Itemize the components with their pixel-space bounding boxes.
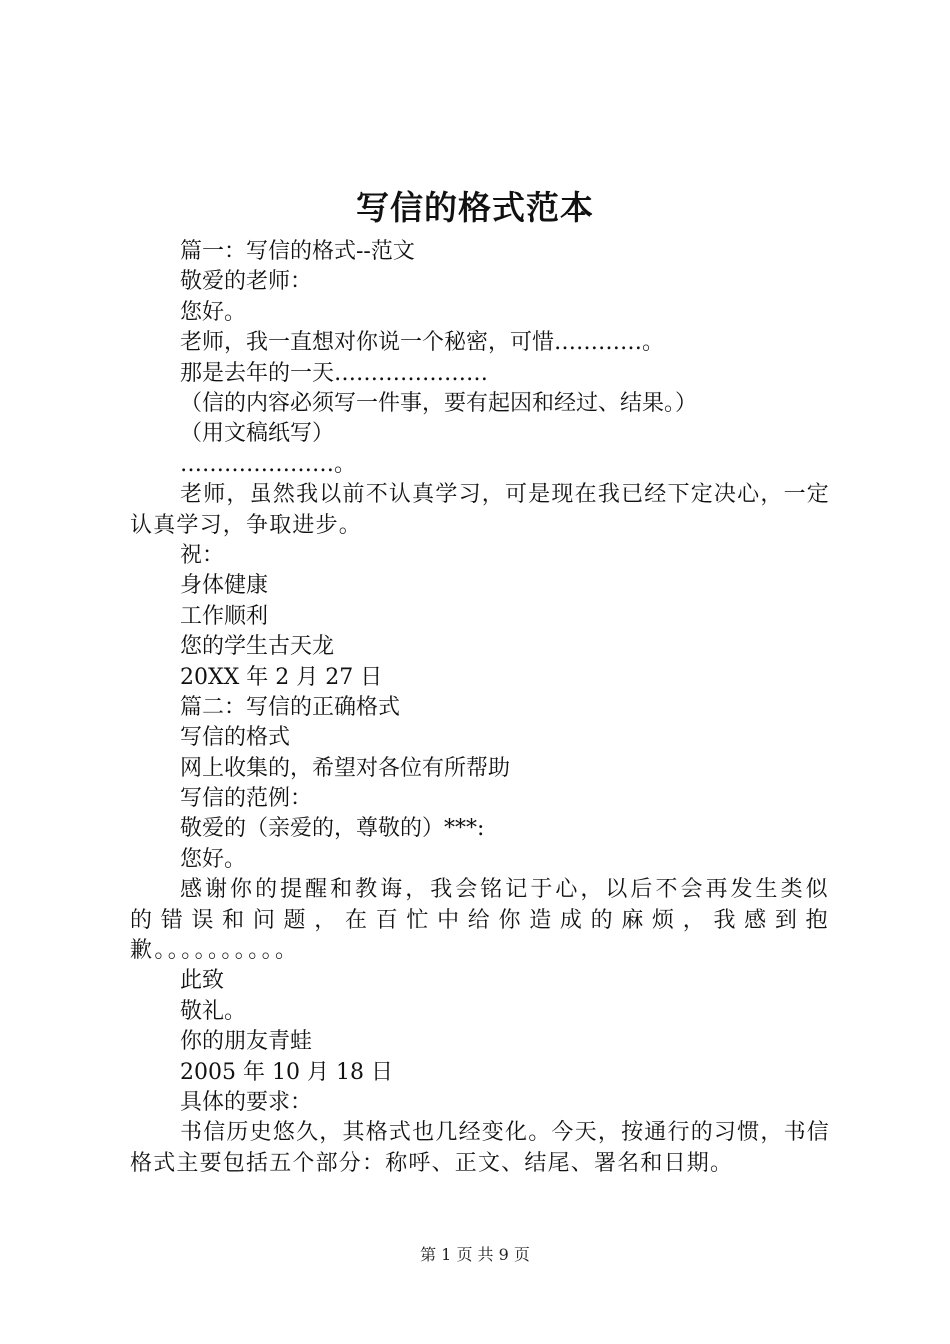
paragraph: 感谢你的提醒和教诲，我会铭记于心，以后不会再发生类似的错误和问题，在百忙中给你造成的麻烦，我感到抱歉。。。。。。。。。。 (130, 877, 830, 964)
text-line: 写信的范例： (180, 786, 313, 812)
text-line: 敬爱的老师： (180, 269, 313, 295)
document-body (130, 237, 830, 1179)
paragraph: 老师，虽然我以前不认真学习，可是现在我已经下定决心，一定认真学习，争取进步。 (130, 482, 830, 538)
page-footer: 第 1 页 共 9 页 (420, 1245, 530, 1264)
document-title: 写信的格式范本 (356, 188, 594, 227)
text-line: 具体的要求： (180, 1090, 313, 1116)
text-line: 祝： (180, 542, 225, 568)
text-line: 敬礼。 (180, 998, 247, 1024)
text-line: …………………。 (180, 451, 357, 477)
text-line: 篇一：写信的格式--范文 (180, 239, 415, 264)
text-line: 工作顺利 (180, 603, 269, 629)
text-line: 你的朋友青蛙 (180, 1029, 313, 1055)
text-line: （信的内容必须写一件事，要有起因和经过、结果。） (180, 390, 698, 416)
text-line: 您的学生古天龙 (180, 634, 335, 660)
text-line: 20XX 年 2 月 27 日 (180, 664, 383, 690)
text-line: 2005 年 10 月 18 日 (180, 1059, 393, 1085)
text-line: 网上收集的，希望对各位有所帮助 (180, 755, 511, 781)
text-line: 那是去年的一天………………… (180, 360, 489, 386)
text-line: 写信的格式 (180, 725, 291, 751)
text-line: （用文稿纸写） (180, 421, 335, 447)
text-line: 此致 (180, 968, 225, 994)
text-line: 老师，我一直想对你说一个秘密，可惜…………。 (180, 330, 665, 356)
paragraph: 书信历史悠久，其格式也几经变化。今天，按通行的习惯，书信格式主要包括五个部分：称呼、正文、结尾、署名和日期。 (130, 1120, 830, 1176)
text-line: 敬爱的（亲爱的，尊敬的）***: (180, 816, 485, 842)
text-line: 您好。 (180, 846, 247, 872)
text-line: 篇二：写信的正确格式 (180, 694, 401, 720)
text-line: 您好。 (180, 299, 247, 325)
text-line: 身体健康 (180, 573, 269, 599)
